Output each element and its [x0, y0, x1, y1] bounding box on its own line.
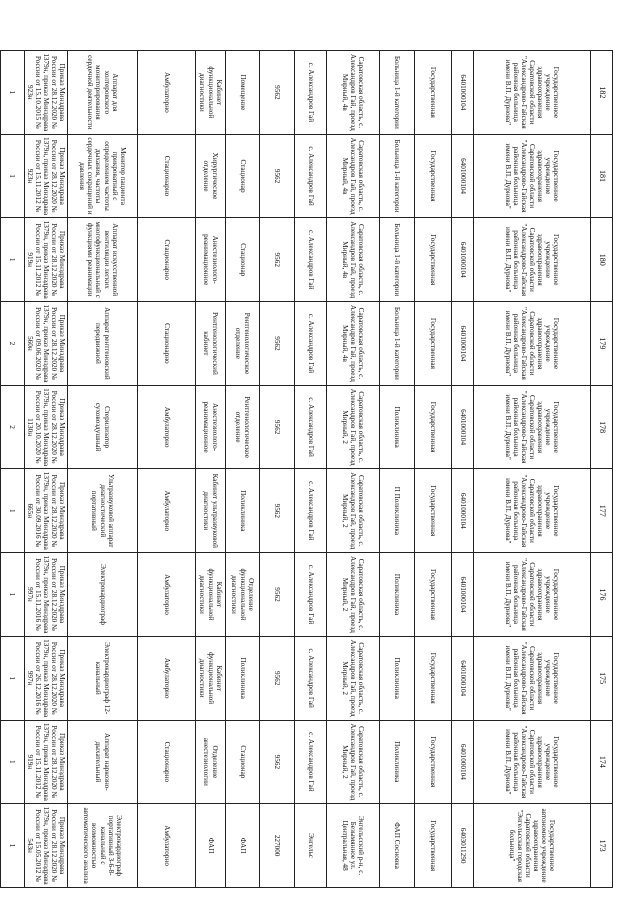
- table-cell: 9562: [260, 553, 295, 637]
- table-cell: 178: [591, 385, 613, 469]
- table-cell: Рентгенологическое отделение: [226, 385, 260, 469]
- table-cell: Больница 1-й категории: [380, 218, 415, 302]
- table-cell: Кабинет функциональной диагностики: [196, 553, 226, 637]
- table-row: [24, 51, 67, 888]
- table-cell: Государственное учреждение здравоохранения Саратовской области "Александрово-Гайская районная больница имени В.П. Дурнова": [474, 553, 591, 637]
- table-cell: с. Александров Гай: [295, 720, 327, 804]
- table-cell: Государственная: [415, 385, 452, 469]
- table-cell: Стационар: [226, 134, 260, 218]
- table-cell: Приказ Минздрава России от 28.12.2020 № 1379н, приказ Минздрава России от 15.10.2015 № 923н: [24, 51, 67, 135]
- table-cell: Приказ Минздрава России от 28.12.2020 № 1379н, приказ Минздрава России от 15.11.2016 № 997н: [24, 553, 67, 637]
- table-cell: Саратовская область, с. Александров Гай, проезд Мирный, 2: [327, 553, 380, 637]
- table-cell: ФАП: [226, 804, 260, 888]
- table-cell: Государственная: [415, 804, 452, 888]
- table-row: [474, 51, 591, 888]
- table-cell: Стационарно: [138, 302, 196, 386]
- table-cell: Электрокардиограф 12-канальный: [68, 636, 138, 720]
- table-cell: Поликлиника: [380, 636, 415, 720]
- table-cell: Государственное учреждение здравоохранения Саратовской области "Александрово-Гайская районная больница имени В.П. Дурнова": [474, 636, 591, 720]
- table-cell: 9562: [260, 134, 295, 218]
- table-cell: 2: [0, 302, 24, 386]
- table-cell: 2: [0, 385, 24, 469]
- table-cell: 1: [0, 218, 24, 302]
- table-cell: Электрокардиограф: [68, 553, 138, 637]
- table-cell: с. Александров Гай: [295, 553, 327, 637]
- table-cell: с. Александров Гай: [295, 636, 327, 720]
- table-cell: 1: [0, 636, 24, 720]
- table-cell: 176: [591, 553, 613, 637]
- table-cell: Аппарат искусственной вентиляции легких многофункциональный с функциями реанимации: [68, 218, 138, 302]
- table-cell: Амбулаторно: [138, 804, 196, 888]
- table-cell: Государственное учреждение здравоохранения Саратовской области "Александрово-Гайская районная больница имени В.П. Дурнова": [474, 720, 591, 804]
- table-cell: 6401000104: [452, 636, 474, 720]
- table-cell: 1: [0, 720, 24, 804]
- table-cell: Саратовская область, с. Александров Гай, проезд Мирный, 4в: [327, 134, 380, 218]
- table-cell: 177: [591, 469, 613, 553]
- table-cell: с. Александров Гай: [295, 134, 327, 218]
- table-cell: Анестезиолого-реанимационное: [196, 385, 226, 469]
- table-cell: 9562: [260, 302, 295, 386]
- table-row: [415, 51, 452, 888]
- table-cell: Приказ Минздрава России от 28.12.2020 № 1379н, приказ Минздрава России от 15.11.2012 № 919н: [24, 720, 67, 804]
- table-cell: 9562: [260, 218, 295, 302]
- table-cell: Помещение: [226, 51, 260, 135]
- table-row: [68, 51, 138, 888]
- table-cell: Государственная: [415, 302, 452, 386]
- table-row: [0, 51, 24, 888]
- table-cell: Больница 1-й категории: [380, 134, 415, 218]
- table-cell: 9562: [260, 385, 295, 469]
- table-row: [591, 51, 613, 888]
- table-cell: Амбулаторно: [138, 636, 196, 720]
- table-cell: 1: [0, 553, 24, 637]
- table-cell: Саратовская область, с. Александров Гай, проезд Мирный, 2: [327, 636, 380, 720]
- table-cell: с. Александров Гай: [295, 302, 327, 386]
- table-cell: 1: [0, 804, 24, 888]
- table-cell: Хирургическое отделение: [196, 134, 226, 218]
- table-cell: 6401000104: [452, 553, 474, 637]
- table-cell: Приказ Минздрава России от 28.12.2020 № 1379н, приказ Минздрава России от 30.09.2016 № 665н: [24, 469, 67, 553]
- table-cell: с. Александров Гай: [295, 218, 327, 302]
- table-cell: Государственная: [415, 636, 452, 720]
- table-cell: Саратовская область, с. Александров Гай, проезд Мирный, 2: [327, 720, 380, 804]
- table-row: [295, 51, 327, 888]
- table-cell: Кабинет ультразвуковой диагностики: [196, 469, 226, 553]
- table-cell: Приказ Минздрава России от 28.12.2020 № 1379н, приказ Минздрава России от 26.12.2016 № 997н: [24, 636, 67, 720]
- table-cell: 1: [0, 134, 24, 218]
- table-cell: 9562: [260, 51, 295, 135]
- table-cell: Стационарно: [138, 134, 196, 218]
- table-cell: Приказ Минздрава России от 28.12.2020 № 1379н, приказ Минздрава России от 09.06.2020 № 560н: [24, 302, 67, 386]
- table-cell: Государственное учреждение здравоохранения Саратовской области "Александрово-Гайская районная больница имени В.П. Дурнова": [474, 134, 591, 218]
- table-row: [380, 51, 415, 888]
- table-cell: 1: [0, 51, 24, 135]
- table-cell: Рентгенологическое отделение: [226, 302, 260, 386]
- table-cell: Больница 1-й категории: [380, 51, 415, 135]
- table-cell: 6401000104: [452, 218, 474, 302]
- table-cell: Энгельс: [295, 804, 327, 888]
- table-cell: 9562: [260, 469, 295, 553]
- table-cell: П Поликлиника: [380, 469, 415, 553]
- table-cell: Больница 1-й категории: [380, 302, 415, 386]
- table-cell: Государственная: [415, 553, 452, 637]
- table-cell: Стационарно: [138, 218, 196, 302]
- table-cell: Приказ Минздрава России от 28.12.2020 № 1379н, приказ Минздрава России от 15.05.2012 № 543н: [24, 804, 67, 888]
- table-cell: Амбулаторно: [138, 469, 196, 553]
- table-cell: Поликлиника: [226, 636, 260, 720]
- table-cell: Государственная: [415, 469, 452, 553]
- table-cell: ФАП: [196, 804, 226, 888]
- table-row: [260, 51, 295, 888]
- table-cell: Государственная: [415, 218, 452, 302]
- table-cell: 1: [0, 469, 24, 553]
- table-cell: 6401000104: [452, 51, 474, 135]
- table-cell: Государственное автономное учреждение здравоохранения Саратовской области "Энгельсская городская больница": [474, 804, 591, 888]
- table-row: [327, 51, 380, 888]
- table-cell: 181: [591, 134, 613, 218]
- table-cell: Саратовская область, с. Александров Гай, проезд Мирный, 2: [327, 469, 380, 553]
- table-cell: 173: [591, 804, 613, 888]
- table-cell: Государственное учреждение здравоохранения Саратовской области "Александрово-Гайская районная больница имени В.П. Дурнова": [474, 302, 591, 386]
- table-cell: Стерилизатор суховоздушный: [68, 385, 138, 469]
- table-cell: Поликлиника: [226, 469, 260, 553]
- table-cell: Амбулаторно: [138, 51, 196, 135]
- table-cell: Электрокардиограф портативный 3-6-8-канальный с возможностью автоматического анализа: [68, 804, 138, 888]
- table-cell: Государственное учреждение здравоохранения Саратовской области "Александрово-Гайская районная больница имени В.П. Дурнова": [474, 218, 591, 302]
- table-cell: Амбулаторно: [138, 385, 196, 469]
- table-cell: ФАП Сосновка: [380, 804, 415, 888]
- table-cell: Анестезиолого-реанимационное: [196, 218, 226, 302]
- table-row: [226, 51, 260, 888]
- table-cell: Аппарат наркозно-дыхательный: [68, 720, 138, 804]
- table-cell: Государственная: [415, 134, 452, 218]
- table-cell: с. Александров Гай: [295, 51, 327, 135]
- table-cell: Государственное учреждение здравоохранения Саратовской области "Александрово-Гайская районная больница имени В.П. Дурнова": [474, 469, 591, 553]
- table-cell: 179: [591, 302, 613, 386]
- table-cell: Государственное учреждение здравоохранения Саратовской области "Александрово-Гайская районная больница имени В.П. Дурнова": [474, 51, 591, 135]
- table-cell: Аппарат для холтеровского мониторирования сердечной деятельности: [68, 51, 138, 135]
- table-cell: Государственное учреждение здравоохранения Саратовской области "Александрово-Гайская районная больница имени В.П. Дурнова": [474, 385, 591, 469]
- table-cell: 6401000104: [452, 469, 474, 553]
- table-cell: Приказ Минздрава России от 28.12.2020 № 1379н, приказ Минздрава России от 15.11.2012 № 919н: [24, 218, 67, 302]
- table-cell: Государственная: [415, 720, 452, 804]
- table-cell: Амбулаторно: [138, 553, 196, 637]
- table-cell: Приказ Минздрава России от 28.12.2020 № 1379н, приказ Минздрава России от 15.11.2012 № 923н: [24, 134, 67, 218]
- table-cell: Государственная: [415, 51, 452, 135]
- table-cell: Саратовская область, с. Александров Гай, проезд Мирный, 4в: [327, 51, 380, 135]
- table-cell: Стационарно: [138, 720, 196, 804]
- table-cell: Стационар: [226, 720, 260, 804]
- table-row: [138, 51, 196, 888]
- table-cell: 6401000104: [452, 302, 474, 386]
- table-cell: Ультразвуковой аппарат диагностический портативный: [68, 469, 138, 553]
- table-cell: 182: [591, 51, 613, 135]
- table-cell: Саратовская область, с. Александров Гай, проезд Мирный, 4в: [327, 302, 380, 386]
- table-cell: 6401000104: [452, 134, 474, 218]
- rotated-table-wrapper: [8, 50, 613, 888]
- table-cell: Приказ Минздрава России от 28.12.2020 № 1379н, приказ Минздрава России от 20.10.2020 № 1130н: [24, 385, 67, 469]
- table-cell: 227000: [260, 804, 295, 888]
- table-cell: Монитор пациента прикроватный с определением частоты дыхания, частоты сердечных сокращений и давления: [68, 134, 138, 218]
- table-cell: Стационар: [226, 218, 260, 302]
- table-cell: Отделение анестезиологии: [196, 720, 226, 804]
- table-body: [0, 51, 613, 888]
- table-cell: Саратовская область, с. Александров Гай, проезд Мирный, 4в: [327, 218, 380, 302]
- table-cell: 175: [591, 636, 613, 720]
- table-cell: 6401000104: [452, 720, 474, 804]
- table-cell: Поликлиника: [380, 385, 415, 469]
- table-cell: Поликлиника: [380, 553, 415, 637]
- table-cell: Кабинет функциональной диагностики: [196, 51, 226, 135]
- table-cell: Кабинет функциональной диагностики: [196, 636, 226, 720]
- table-row: [452, 51, 474, 888]
- table-cell: Аппарат рентгеновский передвижной: [68, 302, 138, 386]
- register-table: [0, 50, 613, 888]
- table-cell: с. Александров Гай: [295, 385, 327, 469]
- table-cell: Рентгенологический кабинет: [196, 302, 226, 386]
- table-cell: Саратовская область, с. Александров Гай, проезд Мирный, 2: [327, 385, 380, 469]
- table-cell: 6403011290: [452, 804, 474, 888]
- table-cell: 180: [591, 218, 613, 302]
- table-cell: Поликлиника: [380, 720, 415, 804]
- table-cell: Отделение функциональной диагностики: [226, 553, 260, 637]
- table-cell: с. Александров Гай: [295, 469, 327, 553]
- table-cell: 9562: [260, 720, 295, 804]
- table-row: [196, 51, 226, 888]
- table-cell: 174: [591, 720, 613, 804]
- table-cell: Энгельсский р-н, с. Безымянное ул. Центральная, 48: [327, 804, 380, 888]
- table-cell: 6401000104: [452, 385, 474, 469]
- table-cell: 9562: [260, 636, 295, 720]
